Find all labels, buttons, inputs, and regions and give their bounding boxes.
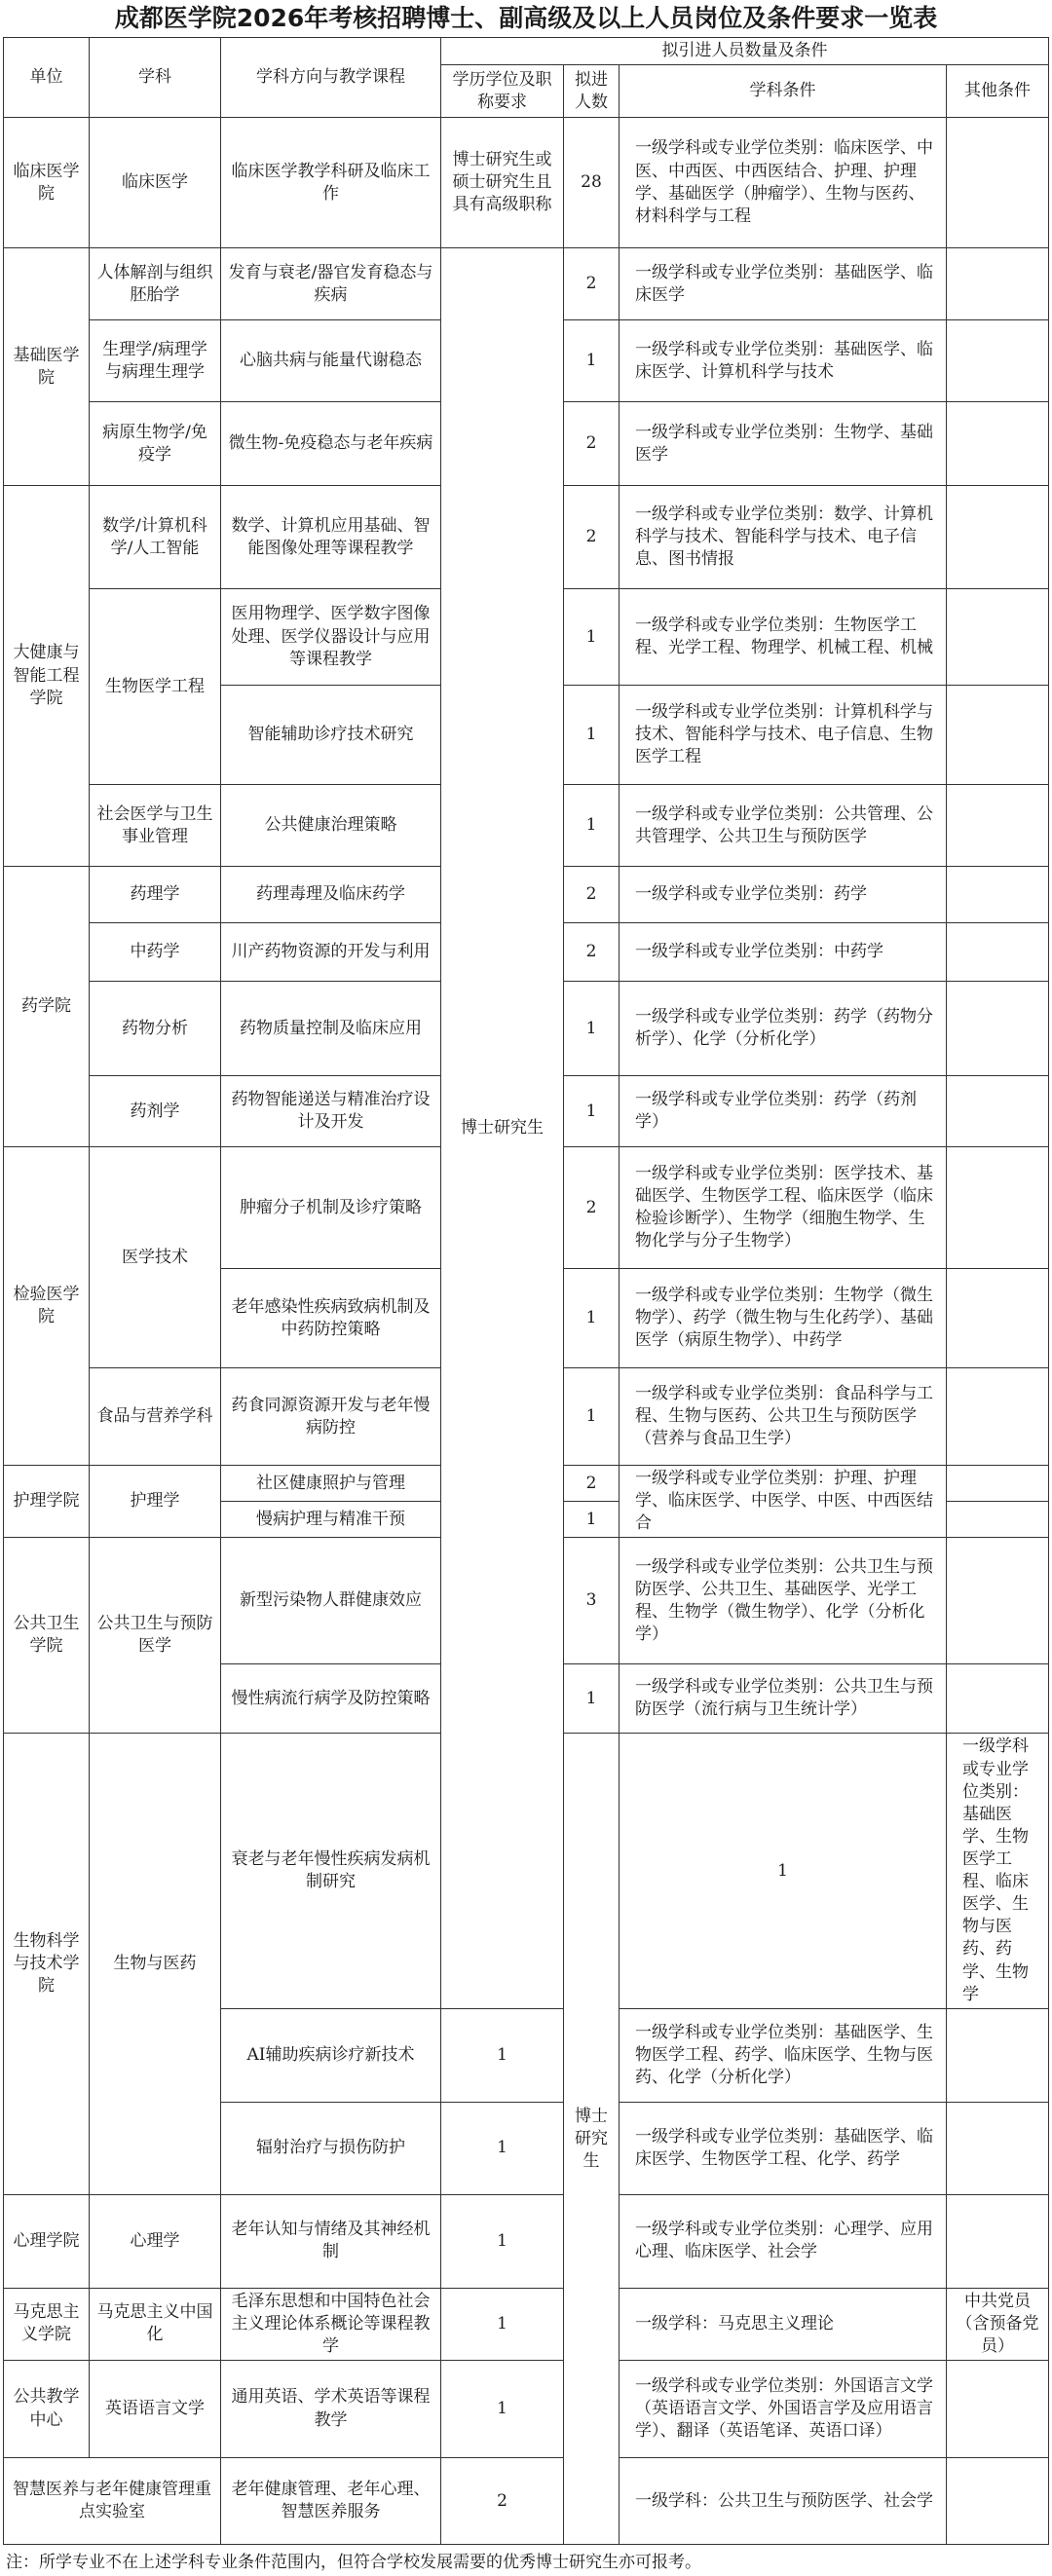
direction-cell: 慢性病流行病学及防控策略 [221, 1664, 441, 1734]
header-unit: 单位 [4, 38, 90, 118]
count-cell: 2 [564, 923, 620, 982]
count-cell: 1 [441, 2008, 564, 2102]
other-cell [947, 248, 1049, 320]
direction-cell: 老年健康管理、老年心理、智慧医养服务 [221, 2458, 441, 2545]
unit-cell: 公共卫生学院 [4, 1538, 90, 1734]
other-cell [947, 1664, 1049, 1734]
other-cell [947, 1076, 1049, 1147]
other-cell [947, 2194, 1049, 2288]
count-cell: 3 [564, 1538, 620, 1664]
count-cell: 1 [441, 2194, 564, 2288]
other-cell [947, 118, 1049, 248]
condition-cell: 一级学科或专业学位类别：外国语言文学（英语语言文学、外国语言学及应用语言学）、翻译（英语笔译、英语口译） [620, 2361, 947, 2458]
count-cell: 1 [564, 686, 620, 785]
direction-cell: 川产药物资源的开发与利用 [221, 923, 441, 982]
footnote: 注：所学专业不在上述学科专业条件范围内，但符合学校发展需要的优秀博士研究生亦可报考。 [6, 2553, 701, 2572]
discipline-cell: 药物分析 [90, 982, 221, 1076]
condition-cell: 一级学科或专业学位类别：中药学 [620, 923, 947, 982]
direction-cell: 辐射治疗与损伤防护 [221, 2102, 441, 2194]
discipline-cell: 数学/计算机科学/人工智能 [90, 486, 221, 589]
discipline-cell: 心理学 [90, 2194, 221, 2288]
count-cell: 1 [441, 2361, 564, 2458]
condition-cell: 一级学科或专业学位类别：数学、计算机科学与技术、智能科学与技术、电子信息、图书情报 [620, 486, 947, 589]
header-discipline: 学科 [90, 38, 221, 118]
unit-cell: 心理学院 [4, 2194, 90, 2288]
header-condition: 学科条件 [620, 65, 947, 118]
discipline-cell: 生理学/病理学与病理生理学 [90, 320, 221, 402]
direction-cell: 老年认知与情绪及其神经机制 [221, 2194, 441, 2288]
unit-cell: 马克思主义学院 [4, 2288, 90, 2360]
discipline-cell: 药理学 [90, 867, 221, 923]
condition-cell: 一级学科：马克思主义理论 [620, 2288, 947, 2360]
condition-cell: 一级学科或专业学位类别：基础医学、生物医学工程、临床医学、生物与医药、药学、生物学 [947, 1734, 1049, 2008]
count-cell: 1 [564, 589, 620, 686]
count-cell: 1 [564, 320, 620, 402]
header-degree: 学历学位及职称要求 [441, 65, 564, 118]
condition-cell: 一级学科或专业学位类别：生物学、基础医学 [620, 402, 947, 486]
other-cell [947, 1538, 1049, 1664]
other-cell [947, 320, 1049, 402]
direction-cell: 药食同源资源开发与老年慢病防控 [221, 1368, 441, 1466]
table-row [4, 2194, 1049, 2288]
condition-cell: 一级学科或专业学位类别：公共管理、公共管理学、公共卫生与预防医学 [620, 785, 947, 867]
count-cell: 1 [441, 2102, 564, 2194]
direction-cell: 社区健康照护与管理 [221, 1466, 441, 1502]
condition-cell: 一级学科或专业学位类别：基础医学、临床医学 [620, 248, 947, 320]
other-cell [947, 1368, 1049, 1466]
condition-cell: 一级学科或专业学位类别：心理学、应用心理、临床医学、社会学 [620, 2194, 947, 2288]
discipline-cell: 英语语言文学 [90, 2361, 221, 2458]
other-cell [947, 486, 1049, 589]
degree-cell: 博士研究生或硕士研究生且具有高级职称 [441, 118, 564, 248]
condition-cell: 一级学科或专业学位类别：公共卫生与预防医学（流行病与卫生统计学） [620, 1664, 947, 1734]
direction-cell: 心脑共病与能量代谢稳态 [221, 320, 441, 402]
direction-cell: 医用物理学、医学数字图像处理、医学仪器设计与应用等课程教学 [221, 589, 441, 686]
unit-cell: 检验医学院 [4, 1147, 90, 1466]
condition-cell: 一级学科或专业学位类别：基础医学、临床医学、生物医学工程、化学、药学 [620, 2102, 947, 2194]
other-cell [947, 923, 1049, 982]
table-row [4, 118, 1049, 248]
other-cell [947, 402, 1049, 486]
unit-cell: 智慧医养与老年健康管理重点实验室 [4, 2458, 221, 2545]
condition-cell: 一级学科或专业学位类别：药学（药物分析学）、化学（分析化学） [620, 982, 947, 1076]
other-cell [947, 2102, 1049, 2194]
unit-cell: 基础医学院 [4, 248, 90, 486]
count-cell: 2 [441, 2458, 564, 2545]
condition-cell: 一级学科或专业学位类别：基础医学、临床医学、计算机科学与技术 [620, 320, 947, 402]
count-cell: 2 [564, 486, 620, 589]
condition-cell: 一级学科或专业学位类别：公共卫生与预防医学、公共卫生、基础医学、光学工程、生物学（微生物学）、化学（分析化学） [620, 1538, 947, 1664]
condition-cell: 一级学科或专业学位类别：药学（药剂学） [620, 1076, 947, 1147]
degree-cell: 博士研究生 [564, 1734, 620, 2545]
discipline-cell: 食品与营养学科 [90, 1368, 221, 1466]
other-cell [947, 589, 1049, 686]
count-cell: 2 [564, 1147, 620, 1269]
discipline-cell: 社会医学与卫生事业管理 [90, 785, 221, 867]
condition-cell: 一级学科或专业学位类别：临床医学、中医、中西医、中西医结合、护理、护理学、基础医学（肿瘤学）、生物与医药、材料科学与工程 [620, 118, 947, 248]
count-cell: 1 [441, 2288, 564, 2360]
other-cell [947, 1269, 1049, 1368]
condition-cell: 一级学科或专业学位类别：医学技术、基础医学、生物医学工程、临床医学（临床检验诊断学）、生物学（细胞生物学、生物化学与分子生物学） [620, 1147, 947, 1269]
direction-cell: 数学、计算机应用基础、智能图像处理等课程教学 [221, 486, 441, 589]
other-cell [947, 1147, 1049, 1269]
condition-cell: 一级学科或专业学位类别：计算机科学与技术、智能科学与技术、电子信息、生物医学工程 [620, 686, 947, 785]
condition-cell: 一级学科或专业学位类别：基础医学、生物医学工程、药学、临床医学、生物与医药、化学（分析化学） [620, 2008, 947, 2102]
direction-cell: 公共健康治理策略 [221, 785, 441, 867]
count-cell: 2 [564, 248, 620, 320]
other-cell [947, 686, 1049, 785]
table-row [4, 2361, 1049, 2458]
positions-table [3, 37, 1049, 2545]
discipline-cell: 人体解剖与组织胚胎学 [90, 248, 221, 320]
other-cell [947, 2458, 1049, 2545]
direction-cell: 微生物-免疫稳态与老年疾病 [221, 402, 441, 486]
discipline-cell: 医学技术 [90, 1147, 221, 1368]
discipline-cell: 生物医学工程 [90, 589, 221, 785]
discipline-cell: 生物与医药 [90, 1734, 221, 2194]
unit-cell: 公共教学中心 [4, 2361, 90, 2458]
direction-cell: 衰老与老年慢性疾病发病机制研究 [221, 1734, 441, 2008]
condition-cell: 一级学科或专业学位类别：食品科学与工程、生物与医药、公共卫生与预防医学（营养与食品卫生学） [620, 1368, 947, 1466]
direction-cell: 药理毒理及临床药学 [221, 867, 441, 923]
condition-cell: 一级学科或专业学位类别：药学 [620, 867, 947, 923]
header-count: 拟进人数 [564, 65, 620, 118]
count-cell: 1 [564, 1269, 620, 1368]
direction-cell: 肿瘤分子机制及诊疗策略 [221, 1147, 441, 1269]
condition-cell: 一级学科或专业学位类别：护理、护理学、临床医学、中医学、中医、中西医结合 [620, 1466, 947, 1538]
table-row [4, 2458, 1049, 2545]
condition-cell: 一级学科：公共卫生与预防医学、社会学 [620, 2458, 947, 2545]
direction-cell: AI辅助疾病诊疗新技术 [221, 2008, 441, 2102]
direction-cell: 新型污染物人群健康效应 [221, 1538, 441, 1664]
other-cell [947, 1502, 1049, 1538]
count-cell: 1 [564, 1368, 620, 1466]
unit-cell: 药学院 [4, 867, 90, 1147]
table-row [4, 248, 1049, 320]
count-cell: 2 [564, 402, 620, 486]
direction-cell: 慢病护理与精准干预 [221, 1502, 441, 1538]
count-cell: 2 [564, 867, 620, 923]
count-cell: 1 [564, 785, 620, 867]
other-cell [947, 867, 1049, 923]
unit-cell: 大健康与智能工程学院 [4, 486, 90, 867]
condition-cell: 一级学科或专业学位类别：生物学（微生物学）、药学（微生物与生化药学）、基础医学（病原生物学）、中药学 [620, 1269, 947, 1368]
count-cell: 1 [564, 982, 620, 1076]
count-cell: 28 [564, 118, 620, 248]
other-cell [947, 785, 1049, 867]
count-cell: 1 [620, 1734, 947, 2008]
condition-cell: 一级学科或专业学位类别：生物医学工程、光学工程、物理学、机械工程、机械 [620, 589, 947, 686]
other-cell [947, 2361, 1049, 2458]
direction-cell: 发育与衰老/器官发育稳态与疾病 [221, 248, 441, 320]
other-cell [947, 2008, 1049, 2102]
other-cell: 中共党员（含预备党员） [947, 2288, 1049, 2360]
table-row [4, 2288, 1049, 2360]
unit-cell: 临床医学院 [4, 118, 90, 248]
direction-cell: 通用英语、学术英语等课程教学 [221, 2361, 441, 2458]
direction-cell: 老年感染性疾病致病机制及中药防控策略 [221, 1269, 441, 1368]
header-group: 拟引进人员数量及条件 [441, 38, 1049, 65]
unit-cell: 生物科学与技术学院 [4, 1734, 90, 2194]
discipline-cell: 药剂学 [90, 1076, 221, 1147]
direction-cell: 毛泽东思想和中国特色社会主义理论体系概论等课程教学 [221, 2288, 441, 2360]
discipline-cell: 病原生物学/免疫学 [90, 402, 221, 486]
direction-cell: 药物质量控制及临床应用 [221, 982, 441, 1076]
count-cell: 1 [564, 1664, 620, 1734]
direction-cell: 药物智能递送与精准治疗设计及开发 [221, 1076, 441, 1147]
discipline-cell: 公共卫生与预防医学 [90, 1538, 221, 1734]
direction-cell: 智能辅助诊疗技术研究 [221, 686, 441, 785]
page-title: 成都医学院2026年考核招聘博士、副高级及以上人员岗位及条件要求一览表 [114, 4, 938, 32]
direction-cell: 临床医学教学科研及临床工作 [221, 118, 441, 248]
other-cell [947, 982, 1049, 1076]
header-other: 其他条件 [947, 65, 1049, 118]
count-cell: 2 [564, 1466, 620, 1502]
discipline-cell: 护理学 [90, 1466, 221, 1538]
discipline-cell: 临床医学 [90, 118, 221, 248]
other-cell [947, 1466, 1049, 1502]
discipline-cell: 马克思主义中国化 [90, 2288, 221, 2360]
count-cell: 1 [564, 1076, 620, 1147]
count-cell: 1 [564, 1502, 620, 1538]
degree-cell: 博士研究生 [441, 248, 564, 2009]
discipline-cell: 中药学 [90, 923, 221, 982]
unit-cell: 护理学院 [4, 1466, 90, 1538]
header-direction: 学科方向与教学课程 [221, 38, 441, 118]
